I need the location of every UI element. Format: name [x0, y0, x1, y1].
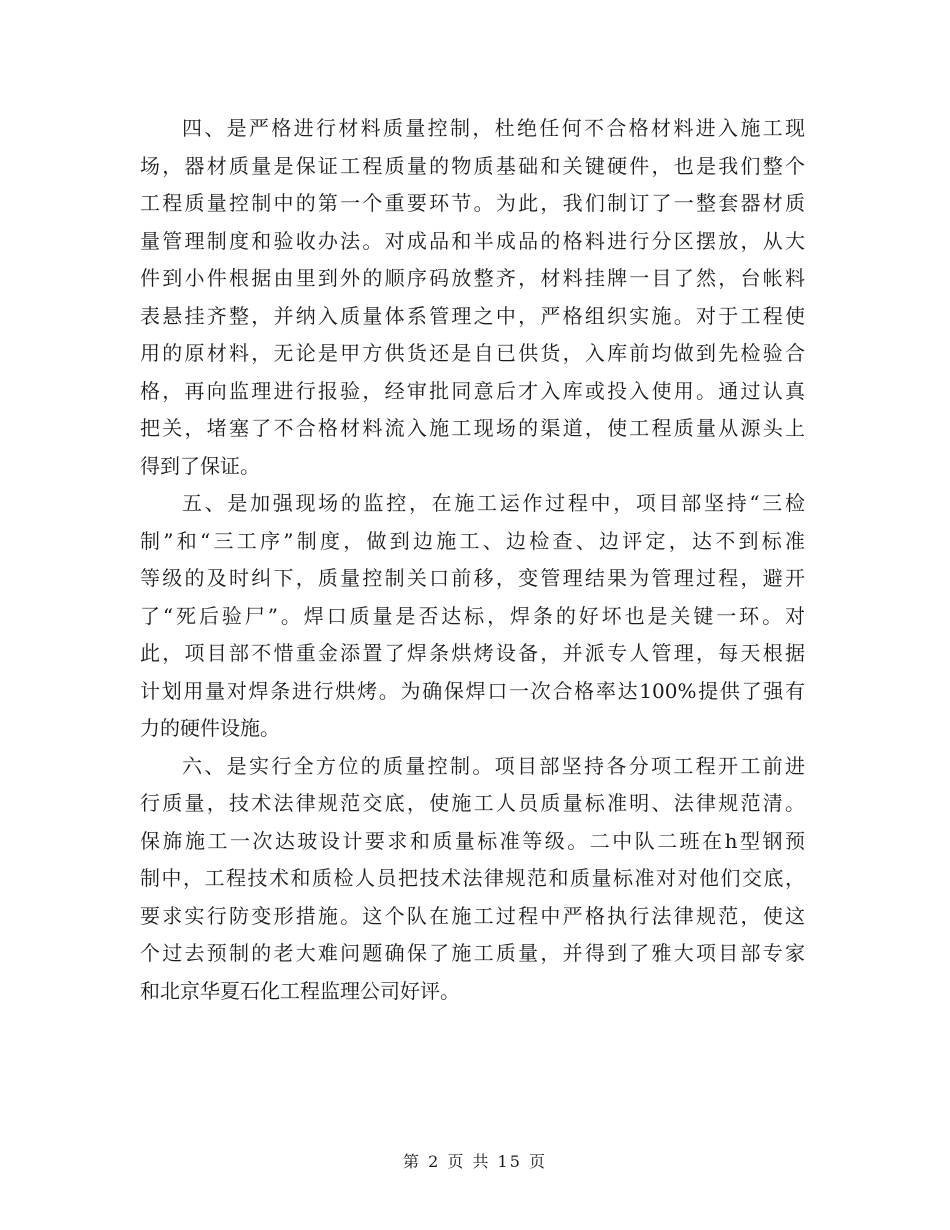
text-line: 个过去预制的老大难问题确保了施工质量，并得到了雅大项目部专家 [140, 941, 805, 965]
document-body [140, 110, 805, 1010]
text-line: 量管理制度和验收办法。对成品和半成品的格料进行分区摆放，从大 [140, 228, 805, 253]
text-line: 此，项目部不惜重金添置了焊条烘烤设备，并派专人管理，每天根据 [140, 641, 805, 665]
text-line: 制”和“三工序”制度，做到边施工、边检查、边评定，达不到标准 [140, 528, 805, 553]
text-line: 计划用量对焊条进行烘烤。为确保焊口一次合格率达100%提供了强有 [140, 678, 805, 703]
text-line: 场，器材质量是保证工程质量的物质基础和关键硬件，也是我们整个 [140, 153, 805, 178]
text-line: 五、是加强现场的监控，在施工运作过程中，项目部坚持“三检 [182, 491, 805, 515]
text-line: 了“死后验尸”。焊口质量是否达标，焊条的好坏也是关键一环。对 [140, 603, 805, 628]
text-line: 保旆施工一次达玻设计要求和质量标准等级。二中队二班在h型钢预 [140, 828, 805, 853]
text-line: 力的硬件设施。 [140, 716, 280, 740]
text-line: 要求实行防变形措施。这个队在施工过程中严格执行法律规范，使这 [140, 903, 805, 928]
text-line: 表悬挂齐整，并纳入质量体系管理之中，严格组织实施。对于工程使 [140, 303, 805, 328]
text-line: 件到小件根据由里到外的顺序码放整齐，材料挂牌一目了然，台帐料 [140, 266, 805, 290]
paragraph-5-site-monitoring [140, 485, 805, 748]
text-line: 工程质量控制中的第一个重要环节。为此，我们制订了一整套器材质 [140, 191, 805, 215]
text-line: 等级的及时纠下，质量控制关口前移，变管理结果为管理过程，避开 [140, 566, 805, 590]
text-line: 把关，堵塞了不合格材料流入施工现场的渠道，使工程质量从源头上 [140, 416, 805, 440]
text-line: 和北京华夏石化工程监理公司好评。 [140, 978, 460, 1003]
text-line: 制中，工程技术和质检人员把技术法律规范和质量标准对对他们交底， [140, 866, 805, 890]
text-line: 行质量，技术法律规范交底，使施工人员质量标准明、法律规范清。 [140, 791, 805, 815]
text-line: 格，再向监理进行报验，经审批同意后才入库或投入使用。通过认真 [140, 378, 805, 403]
text-line: 四、是严格进行材料质量控制，杜绝任何不合格材料进入施工现 [182, 116, 805, 140]
paragraph-4-material-quality [140, 110, 805, 485]
page-number-footer: 第 2 页 共 15 页 [403, 1152, 547, 1171]
text-line: 六、是实行全方位的质量控制。项目部坚持各分项工程开工前进 [182, 753, 805, 778]
paragraph-6-full-quality-control [140, 748, 805, 1011]
text-line: 得到了保证。 [140, 453, 260, 478]
text-line: 用的原材料，无论是甲方供货还是自已供货，入库前均做到先检验合 [140, 341, 805, 365]
